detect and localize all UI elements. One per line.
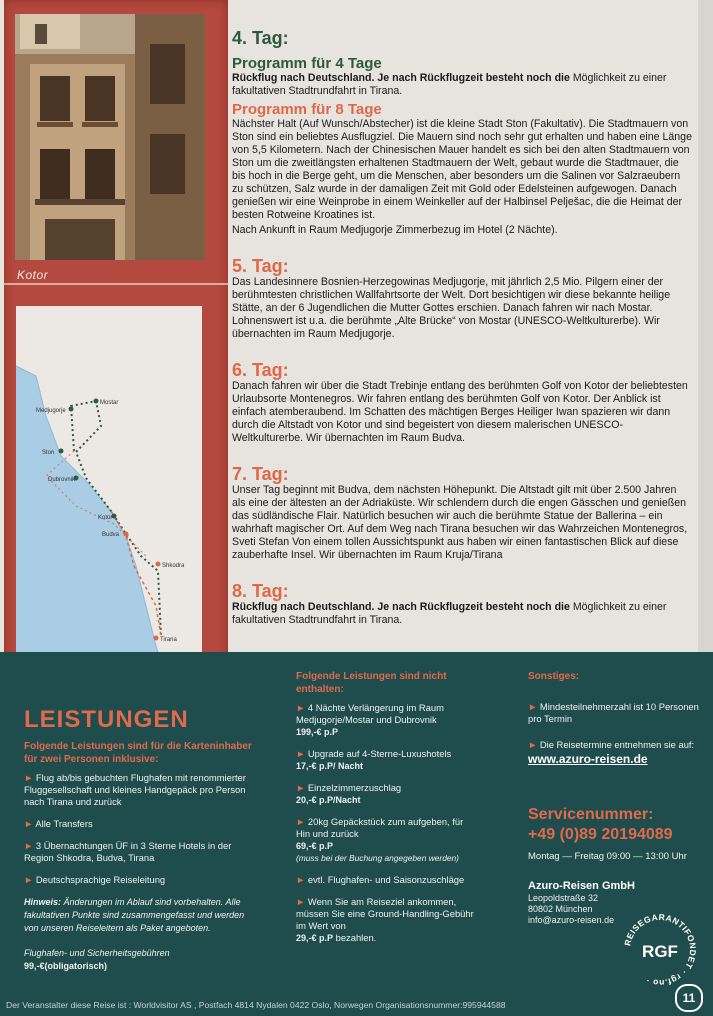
not-included-item: ► evtl. Flughafen- und Saisonzuschläge <box>296 874 465 885</box>
fees-price: 99,-€(obligatorisch) <box>24 961 108 971</box>
map-label-medjugorje: Medjugorje <box>36 408 66 414</box>
company-name: Azuro-Reisen GmbH <box>528 880 635 892</box>
map-label-ston: Ston <box>42 450 55 456</box>
sonstiges-item: ► Die Reisetermine entnehmen sie auf: <box>528 739 695 750</box>
map-graphic <box>16 306 202 678</box>
program-8-heading: Programm für 8 Tage <box>232 101 382 118</box>
day-text: Rückflug nach Deutschland. Je nach Rückflugzeit besteht noch die Möglichkeit zu einer fakultativen Stadtrundfahrt in Tirana. <box>232 72 667 97</box>
day-text: Unser Tag beginnt mit Budva, dem nächsten Höhepunkt. Die Altstadt gilt mit über 2.500 Jahren als eine der ältesten an der Adriaküste. Wir schlendern durch die engen Gässchen und genießen das südländische Flair. Natürlich besuchen wir auch die berühmte Statue der Ballerina – ein wahrhaft magischer Ort. Auf dem Weg nach Tirana besuchen wir das Wahrzeichen Montenegros, Sveti Stefan Von einem tollen Aussichtspunkt aus haben wir einen fantastischen Blick auf diese zauberhafte Insel. Wir übernachten im Raum Kruja/Tirana <box>232 484 688 561</box>
day-heading: 4. Tag: <box>232 28 289 48</box>
day-8 <box>232 581 692 627</box>
day-text: Nach Ankunft in Raum Medjugorje Zimmerbezug im Hotel (2 Nächte). <box>232 224 558 236</box>
day-heading: 7. Tag: <box>232 464 289 484</box>
map-point-shkodra <box>156 562 161 567</box>
day-7 <box>232 464 692 562</box>
not-included-item: ► 4 Nächte Verlängerung im Raum Medjugorje/Mostar und Dubrovnik 199,-€ p.P <box>296 702 444 737</box>
map-label-budva: Budva <box>102 532 120 538</box>
divider <box>4 283 228 285</box>
day-heading: 6. Tag: <box>232 360 289 380</box>
route-map <box>16 306 202 678</box>
map-label-dubrovnik: Dubrovnik <box>48 477 76 483</box>
image-column <box>4 0 228 700</box>
map-point-tirana <box>154 636 159 641</box>
leistungen-title: LEISTUNGEN <box>24 706 189 733</box>
itinerary <box>232 28 692 627</box>
photo-caption: Kotor <box>17 268 49 282</box>
service-number[interactable]: +49 (0)89 20194089 <box>528 826 673 843</box>
sonstiges <box>528 670 703 766</box>
service-title: Servicenummer: <box>528 806 654 823</box>
map-point-medjugorje <box>69 407 74 412</box>
map-point-budva <box>124 532 129 537</box>
included-item: ► Flug ab/bis gebuchten Flughafen mit renommierter Fluggesellschaft und kleines Handgepäck pro Person nach Tirana und zurück <box>24 772 246 807</box>
map-label-kotor: Kotor <box>98 515 113 521</box>
day-text: Rückflug nach Deutschland. Je nach Rückflugzeit besteht noch die Möglichkeit zu einer fakultativen Stadtrundfahrt in Tirana. <box>232 601 667 626</box>
not-included-title: Folgende Leistungen sind nicht enthalten: <box>296 671 447 695</box>
day-6 <box>232 360 692 445</box>
sonstiges-title: Sonstiges: <box>528 671 580 682</box>
map-label-tirana: Tirana <box>160 637 177 643</box>
rgf-seal-icon <box>620 910 700 990</box>
service-hours: Montag — Freitag 09:00 — 13:00 Uhr <box>528 851 687 862</box>
not-included-item: ► Upgrade auf 4-Sterne-Luxushotels 17,-€ p.P/ Nacht <box>296 748 452 771</box>
seal-ring-text: REISEGARANTIFONDET · rgf.no · <box>622 911 699 989</box>
day-text: Nächster Halt (Auf Wunsch/Abstecher) ist die kleine Stadt Ston (Fakultativ). Die Stadtmauern von Ston sind ein beliebtes Ausflugziel. Die Mauern sind noch sehr gut erhalten und haben eine Länge von 5,5 Kilometern. Nach der Chinesischen Mauer handelt es sich bei den alten Stadtmauern von Ston um die zweitlängsten erhaltenen Stadtmauern der Welt, gebaut wurde die Stadtmauer, die bis hoch in die Berge geht, um die Menschen, aber besonders um die Salinen vor Salzraeubern zu schützen, Salz wurde in der damaligen Zeit mit Gold oder Edelsteinen aufgewogen. Danach genießen wir eine Weinprobe in einem Weinkeller auf der Halbinsel Pelješac, die die Heimat der besten Rotweine Kroatines ist. <box>232 118 692 221</box>
not-included-item: ► Wenn Sie am Reiseziel ankommen, müssen Sie eine Ground-Handling-Gebühr im Wert von 29,-€ p.P bezahlen. <box>296 896 474 943</box>
company-email[interactable]: info@azuro-reisen.de <box>528 915 615 925</box>
company-address <box>528 893 614 926</box>
included-item: ► 3 Übernachtungen ÜF in 3 Sterne Hotels in der Region Shkodra, Budva, Tirana <box>24 840 232 863</box>
day-heading: 8. Tag: <box>232 581 289 601</box>
map-point-ston <box>59 449 64 454</box>
program-4-heading: Programm für 4 Tage <box>232 55 382 72</box>
included-intro: Folgende Leistungen sind für die Karteninhaber für zwei Personen inklusive: <box>24 741 252 765</box>
company-street: Leopoldstraße 32 <box>528 893 599 903</box>
sonstiges-item: ► Mindesteilnehmerzahl ist 10 Personen pro Termin <box>528 701 699 724</box>
day-text: Das Landesinnere Bosnien-Herzegowinas Medjugorje, mit jährlich 2,5 Mio. Pilgern einer der berühmtesten christlichen Wallfahrtsorte der Welt. Dort besichtigen wir diese bekannte heilige Stätte, an der 6 Jugendlichen die Mutter Gottes erschien. Danach fahren wir nach Mostar. Lohnenswert ist u.a. die berühmte „Alte Brücke“ von Mostar (UNESCO-Weltkulturerbe). Wir übernachten im Raum Medjugorje. <box>232 276 671 340</box>
day-5 <box>232 256 692 341</box>
day-4 <box>232 28 692 237</box>
map-label-mostar: Mostar <box>100 400 119 406</box>
included-services <box>24 740 252 972</box>
not-included-item: ► 20kg Gepäckstück zum aufgeben, für Hin und zurück 69,-€ p.P (muss bei der Buchung angegeben werden) <box>296 816 464 863</box>
day-text: Danach fahren wir über die Stadt Trebinje entlang des berühmten Golf von Kotor der beliebtesten Urlaubsorte Montenegros. Wir fahren entlang des berühmten Golf von Kotor. Der Anblick ist einfach atemberaubend. Im Schatten des mächtigen Berges Heiliger Iwan spazieren wir dann durch die Altstadt von Kotor und sind begeistert von diesem malerischen UNESCO-Weltkulturerbe. Wir übernachten im Raum Budva. <box>232 380 688 444</box>
organizer-footer: Der Veranstalter diese Reise ist : Worldvisitor AS , Postfach 4814 Nydalen 0422 Oslo, Norwegen Organisationsnummer:995944588 <box>6 1000 506 1010</box>
company-city: 80802 München <box>528 904 593 914</box>
included-item: ► Deutschsprachige Reiseleitung <box>24 874 166 885</box>
day-heading: 5. Tag: <box>232 256 289 276</box>
page-number: 11 <box>675 984 703 1012</box>
website-link[interactable]: www.azuro-reisen.de <box>528 752 648 766</box>
seal-center-text: RGF <box>642 942 678 961</box>
map-point-mostar <box>94 399 99 404</box>
included-item: ► Alle Transfers <box>24 818 93 829</box>
hinweis-note: Hinweis: Änderungen im Ablauf sind vorbehalten. Alle fakultativen Punkte sind zusammengefasst und werden von unseren Reiseleitern als Paket angeboten. <box>24 897 245 933</box>
kotor-photo <box>15 14 205 260</box>
not-included-item: ► Einzelzimmerzuschlag 20,-€ p.P/Nacht <box>296 782 402 805</box>
map-label-shkodra: Shkodra <box>162 563 185 569</box>
not-included-services <box>296 670 476 954</box>
fees-label: Flughafen- und Sicherheitsgebühren <box>24 948 170 958</box>
page-edge-tab <box>698 0 713 652</box>
building-illustration <box>15 14 205 260</box>
